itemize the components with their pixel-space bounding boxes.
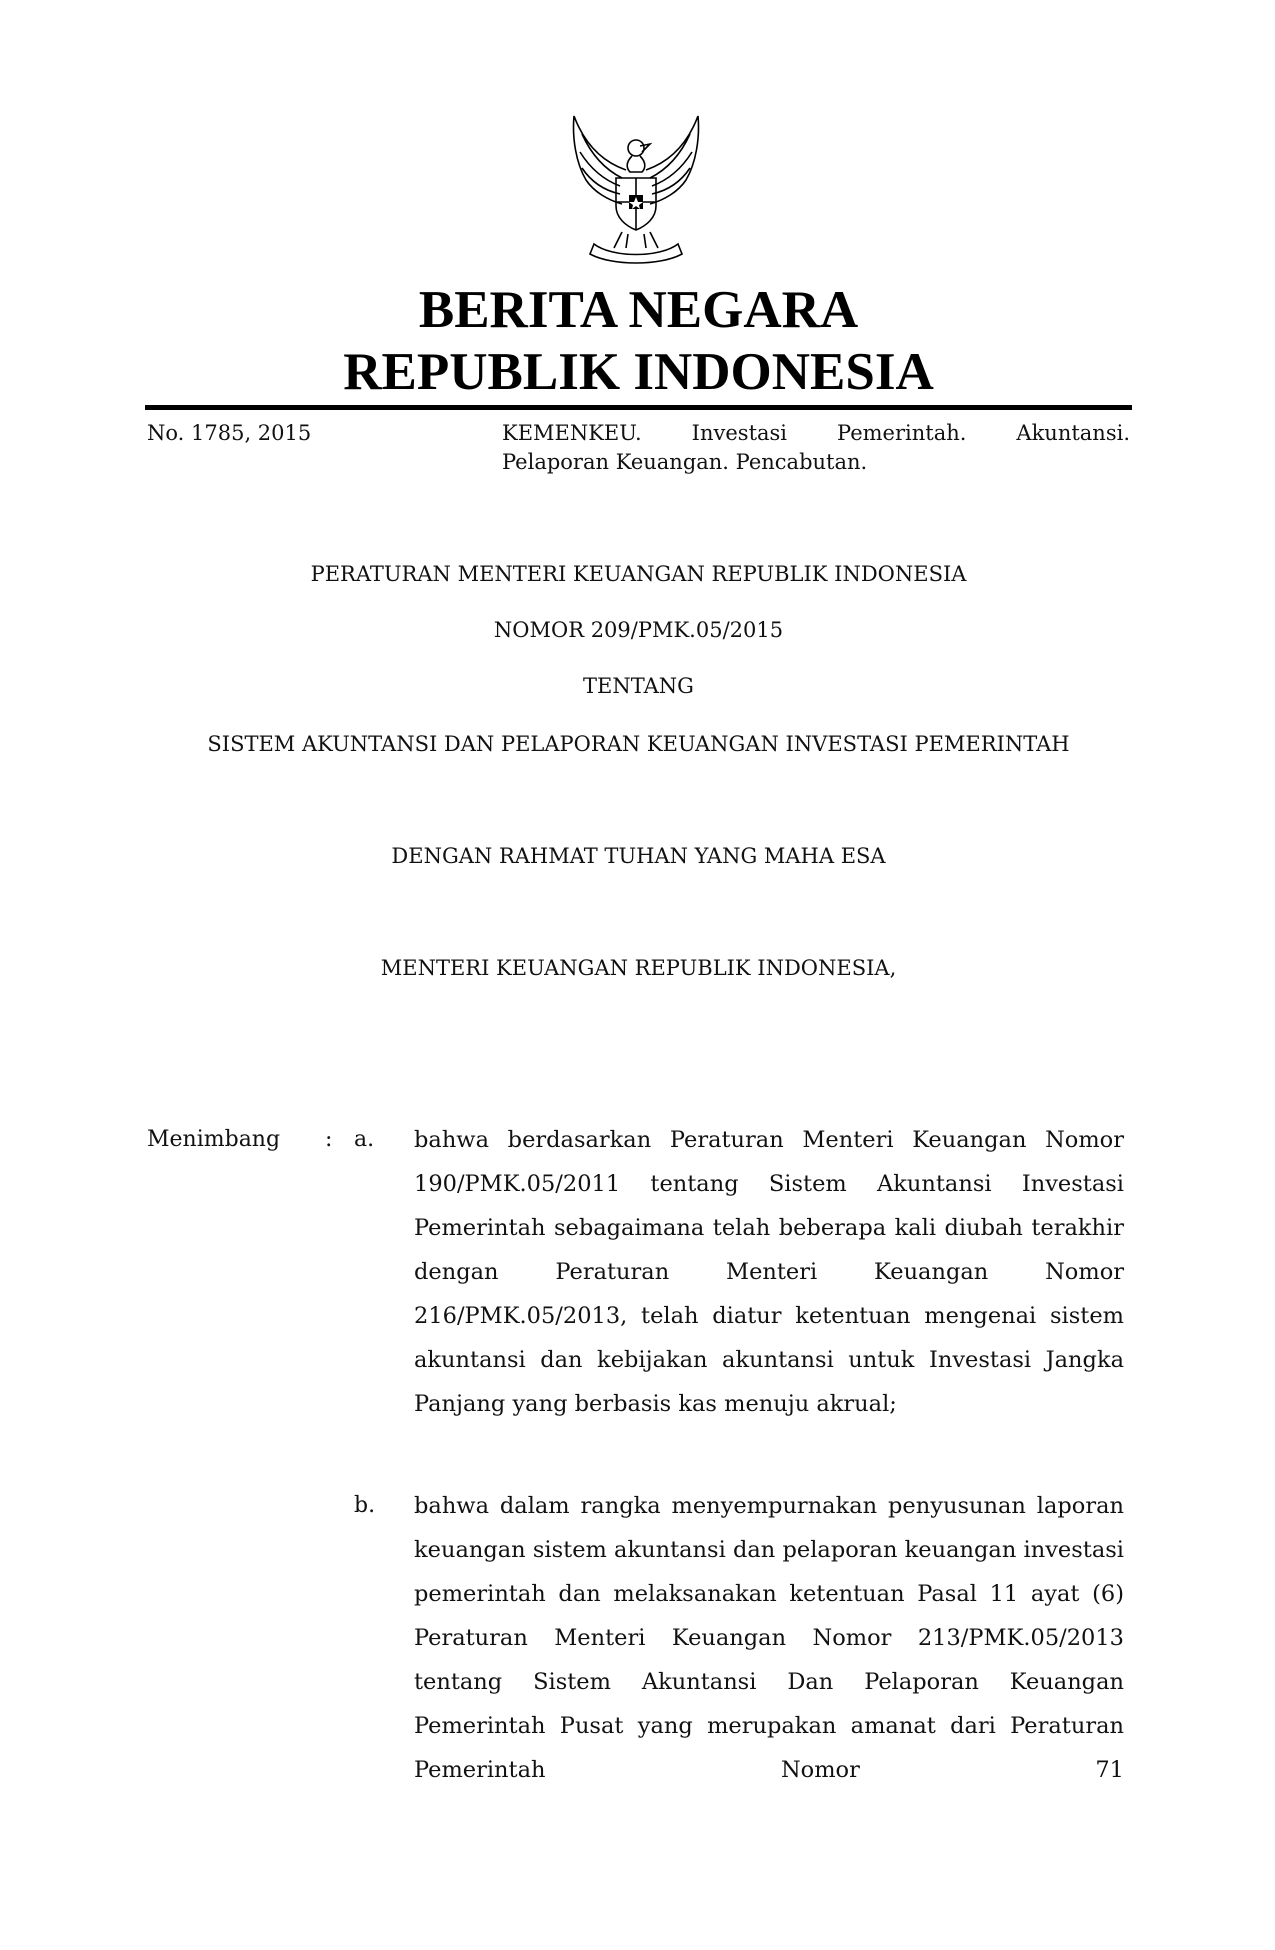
gazette-number: No. 1785, 2015 xyxy=(147,421,312,445)
regulation-title: PERATURAN MENTERI KEUANGAN REPUBLIK INDONESIA xyxy=(310,562,967,586)
gazette-subject-line2: Pelaporan Keuangan. Pencabutan. xyxy=(502,450,868,474)
regulation-about: TENTANG xyxy=(583,674,694,698)
preamble-authority: MENTERI KEUANGAN REPUBLIK INDONESIA, xyxy=(380,956,897,980)
preamble-blessing: DENGAN RAHMAT TUHAN YANG MAHA ESA xyxy=(391,844,886,868)
regulation-number: NOMOR 209/PMK.05/2015 xyxy=(493,618,784,642)
masthead-title-line2: REPUBLIK INDONESIA xyxy=(343,343,934,401)
considering-item-a-text: bahwa berdasarkan Peraturan Menteri Keuangan Nomor 190/PMK.05/2011 tentang Sistem Akuntansi Investasi Pemerintah sebagaimana telah beberapa kali diubah terakhir dengan Peraturan Menteri Keuangan Nomor 216/PMK.05/2013, telah diatur ketentuan mengenai sistem akuntansi dan kebijakan akuntansi untuk Investasi Jangka Panjang yang berbasis kas menuju akrual; xyxy=(414,1127,1124,1417)
regulation-subject: SISTEM AKUNTANSI DAN PELAPORAN KEUANGAN INVESTASI PEMERINTAH xyxy=(207,732,1070,756)
garuda-emblem-icon xyxy=(556,108,716,268)
item-marker-a: a. xyxy=(354,1127,375,1152)
masthead-rule xyxy=(145,405,1132,410)
masthead-title-line1: BERITA NEGARA xyxy=(418,281,859,339)
gazette-subject-line1: KEMENKEU. Investasi Pemerintah. Akuntansi. xyxy=(502,421,1130,445)
considering-label: Menimbang xyxy=(147,1127,281,1152)
considering-colon: : xyxy=(325,1127,333,1152)
considering-item-b-text: bahwa dalam rangka menyempurnakan penyusunan laporan keuangan sistem akuntansi dan pelaporan keuangan investasi pemerintah dan melaksanakan ketentuan Pasal 11 ayat (6) Peraturan Menteri Keuangan Nomor 213/PMK.05/2013 tentang Sistem Akuntansi Dan Pelaporan Keuangan Pemerintah Pusat yang merupakan amanat dari Peraturan Pemerintah Nomor 71 xyxy=(414,1493,1124,1783)
item-marker-b: b. xyxy=(354,1493,376,1518)
